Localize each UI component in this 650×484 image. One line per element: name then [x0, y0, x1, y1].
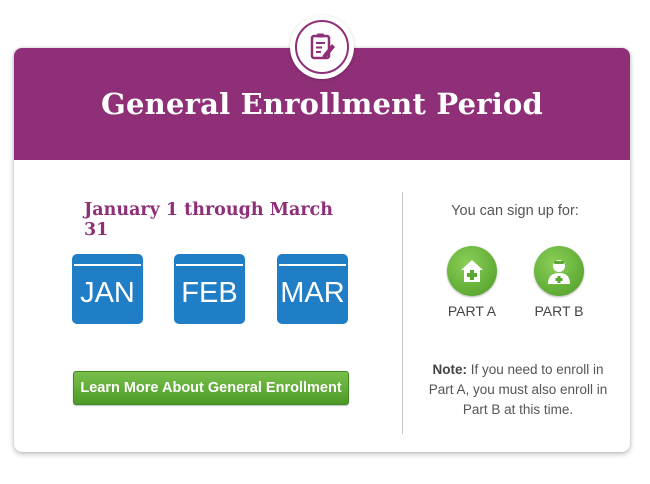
note-text: If you need to enroll in Part A, you must also enroll in Part B at this time.	[428, 362, 608, 417]
part-a-label: PART A	[447, 303, 497, 319]
enrollment-note	[420, 360, 616, 420]
vertical-divider	[402, 192, 403, 434]
month-feb	[174, 254, 245, 324]
part-b-label: PART B	[534, 303, 584, 319]
form-edit-icon	[310, 33, 336, 61]
month-mar	[277, 254, 348, 324]
enrollment-card	[14, 48, 630, 452]
month-label: FEB	[181, 277, 238, 309]
learn-more-button[interactable]: Learn More About General Enrollment	[73, 371, 349, 405]
calendar-bar	[176, 264, 243, 266]
signup-label: You can sign up for:	[451, 203, 579, 219]
month-label: JAN	[80, 277, 135, 309]
enrollment-dates: January 1 through March 31	[84, 200, 333, 240]
note-label: Note:	[432, 362, 467, 377]
hospital-icon	[447, 246, 497, 296]
badge-ring	[295, 20, 349, 74]
month-label: MAR	[280, 277, 345, 309]
calendar-bar	[279, 264, 346, 266]
doctor-icon	[534, 246, 584, 296]
form-badge	[290, 15, 354, 79]
card-title: General Enrollment Period	[101, 87, 543, 121]
calendar-bar	[74, 264, 141, 266]
month-jan	[72, 254, 143, 324]
